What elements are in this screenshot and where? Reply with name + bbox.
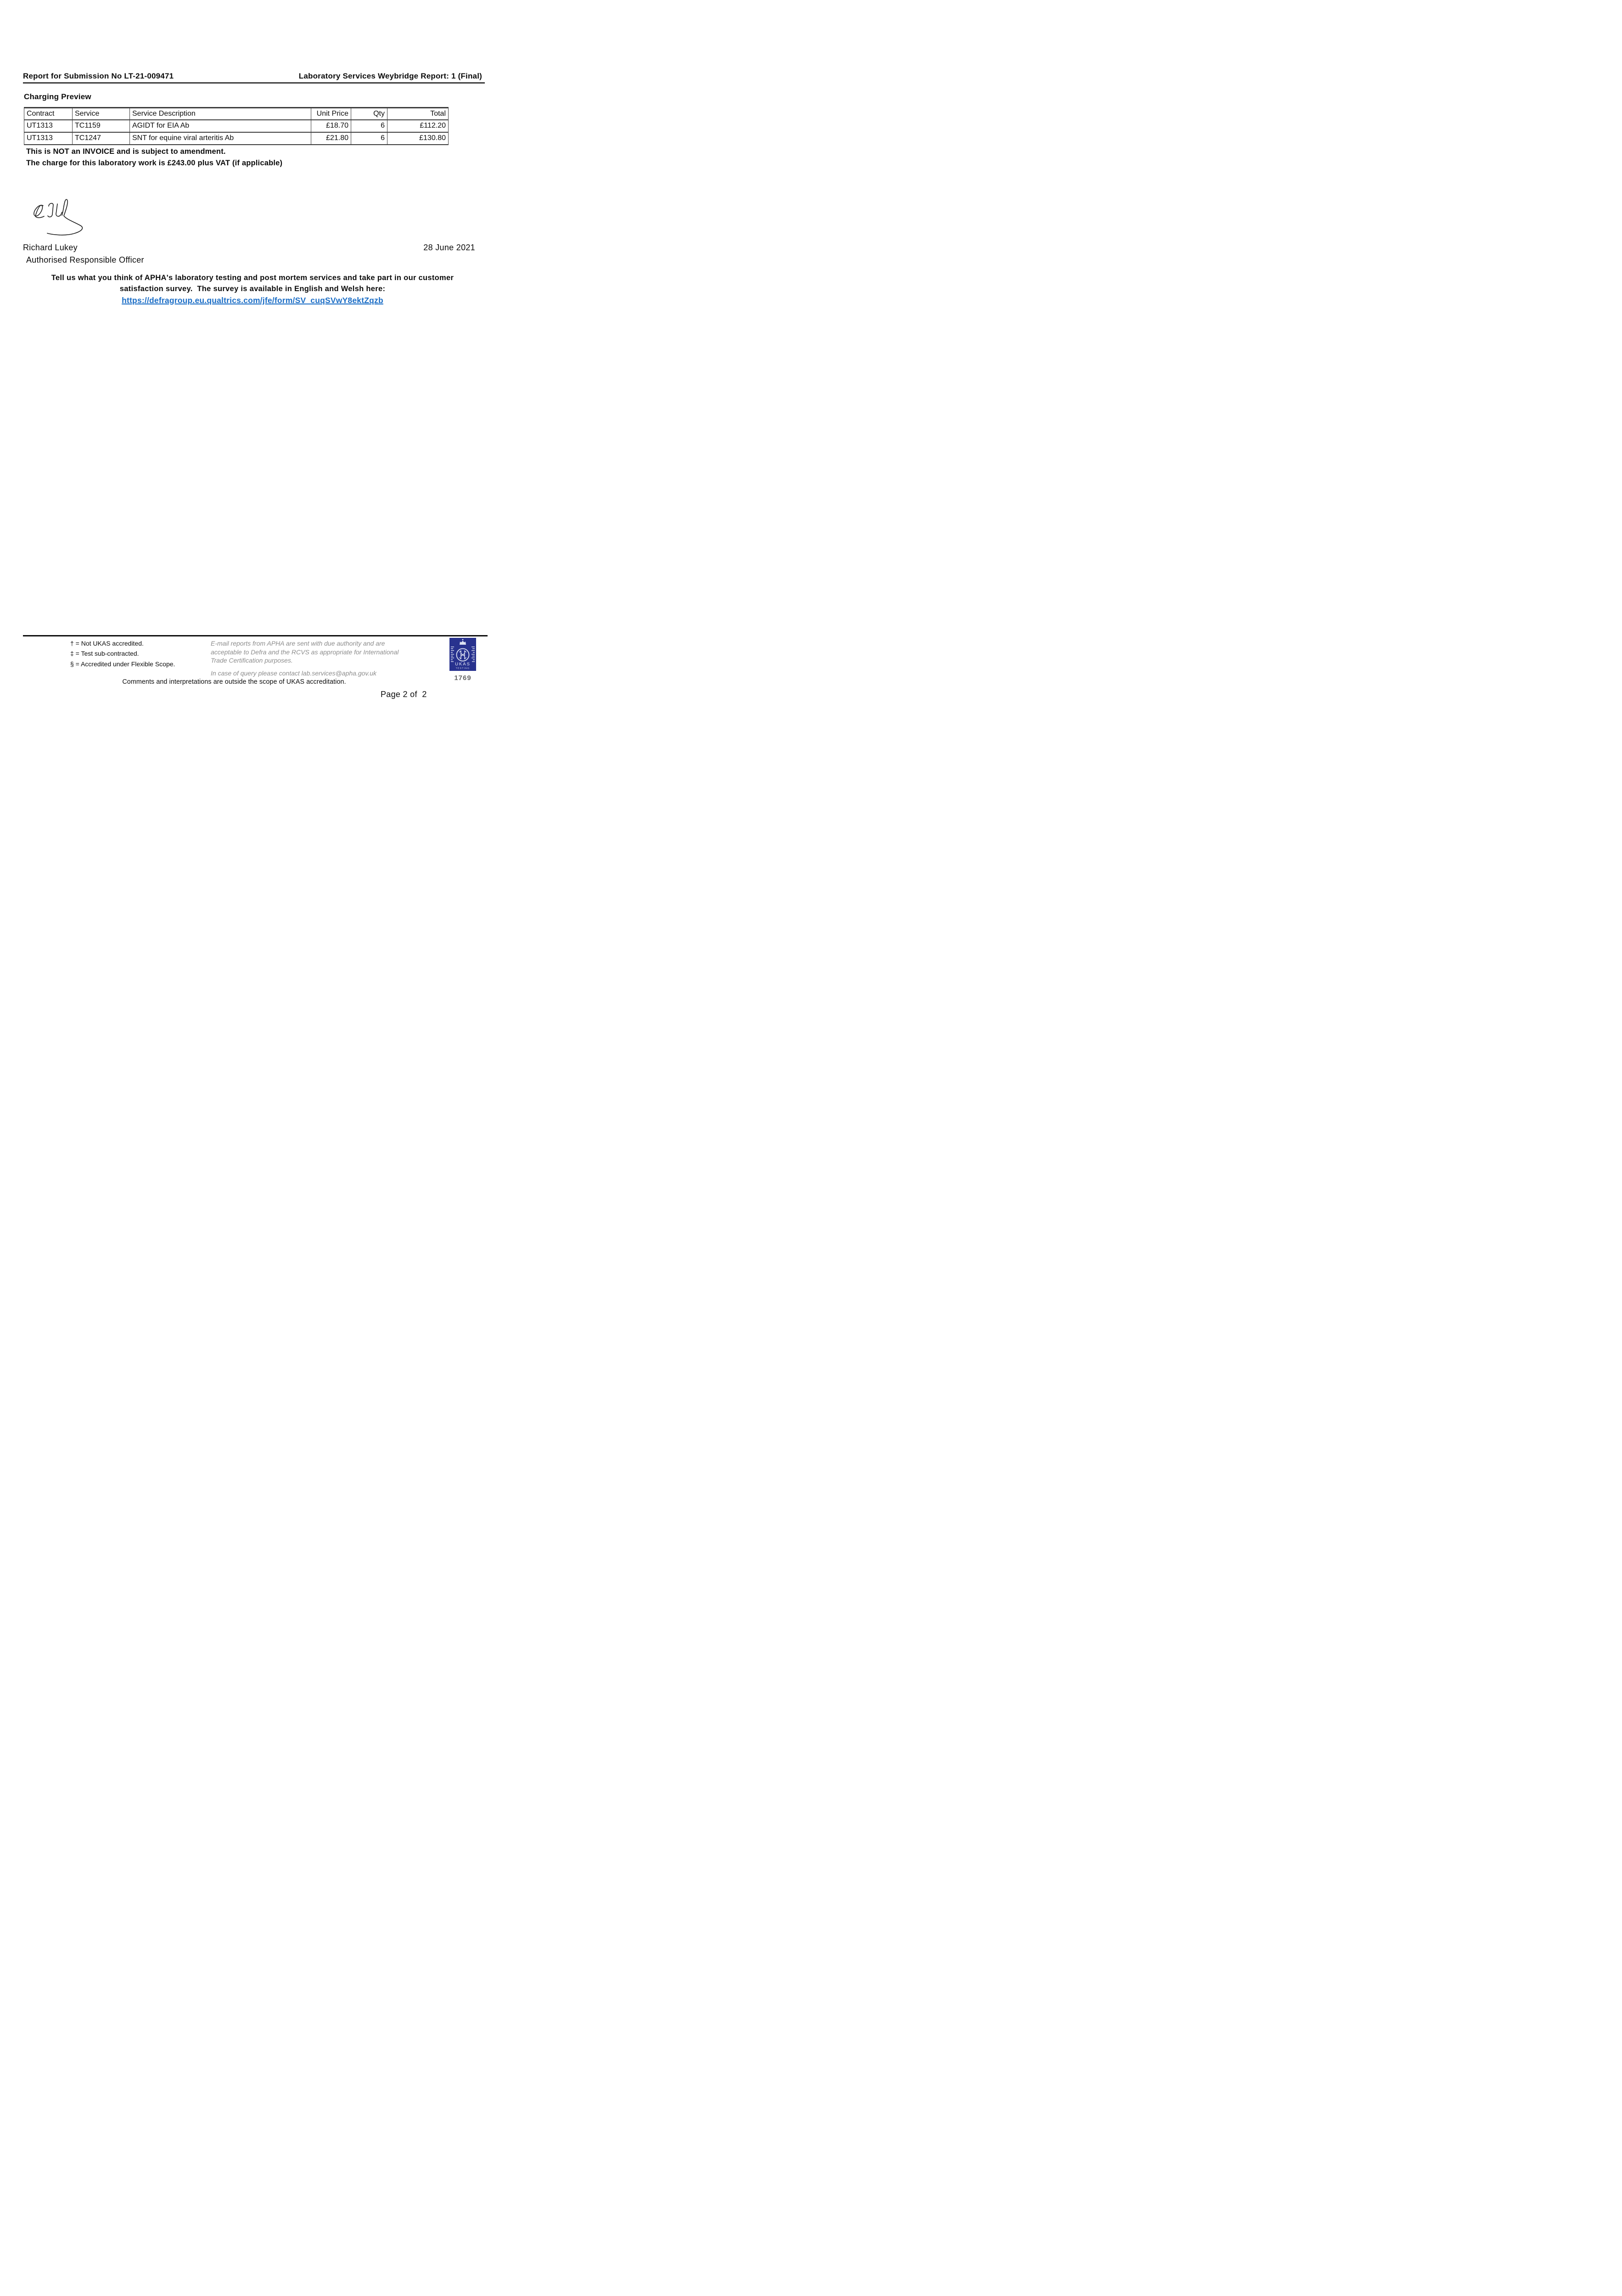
footer-rule [23,635,488,636]
report-header [23,72,482,81]
cell-service: TC1159 [73,120,130,132]
header-report-title: Laboratory Services Weybridge Report: 1 (Final) [298,72,482,80]
column-header-qty: Qty [351,108,387,120]
signatory-role: Authorised Responsible Officer [26,255,144,264]
report-page [0,0,505,715]
email-note-line: acceptable to Defra and the RCVS as appropriate for International [211,648,399,656]
column-header-description: Service Description [130,108,311,120]
notice-charge-total: The charge for this laboratory work is £243.00 plus VAT (if applicable) [26,159,283,167]
column-header-contract: Contract [24,108,73,120]
signatory-date: 28 June 2021 [423,243,475,252]
ukas-accreditation-number: 1769 [454,674,471,682]
legend-item-section: § = Accredited under Flexible Scope. [70,660,175,668]
legend-item-dagger: † = Not UKAS accredited. [70,640,144,647]
column-header-total: Total [387,108,449,120]
signatory-name: Richard Lukey [23,243,78,252]
cell-total: £112.20 [387,120,449,132]
page-indicator: Page 2 of 2 [381,690,427,699]
charging-preview-title: Charging Preview [24,92,91,101]
survey-text [23,273,482,294]
table-row [24,132,449,145]
signatory-row [23,243,475,253]
cell-description: SNT for equine viral arteritis Ab [130,132,311,145]
cell-service: TC1247 [73,132,130,145]
ukas-legend [70,638,175,669]
email-note-line: Trade Certification purposes. [211,657,293,664]
column-header-unit-price: Unit Price [311,108,351,120]
legend-item-double-dagger: ‡ = Test sub-contracted. [70,650,139,658]
query-contact-note: In case of query please contact lab.services@apha.gov.uk [211,669,377,677]
survey-link-row [23,296,482,305]
cell-contract: UT1313 [24,120,73,132]
column-header-service: Service [73,108,130,120]
footer-email-note [211,639,427,677]
header-submission-no: Report for Submission No LT-21-009471 [23,72,174,80]
cell-unit-price: £21.80 [311,132,351,145]
notice-not-invoice: This is NOT an INVOICE and is subject to amendment. [26,147,226,156]
cell-unit-price: £18.70 [311,120,351,132]
cell-total: £130.80 [387,132,449,145]
ukas-testing-label: TESTING [455,667,470,670]
cell-contract: UT1313 [24,132,73,145]
ukas-wordmark: UKAS [455,662,471,667]
email-note-line: E-mail reports from APHA are sent with due authority and are [211,640,385,647]
table-header-row [24,108,449,120]
survey-link[interactable]: https://defragroup.eu.qualtrics.com/jfe/form/SV_cuqSVwY8ektZqzb [122,296,383,305]
ukas-logo [449,638,476,682]
survey-text-line1: Tell us what you think of APHA's laboratory testing and post mortem services and take part in our customer [51,274,454,282]
table-row [24,120,449,132]
charging-table [24,107,449,145]
header-rule [23,82,485,84]
signature-image [31,198,97,241]
comments-note: Comments and interpretations are outside the scope of UKAS accreditation. [122,678,346,686]
cell-qty: 6 [351,132,387,145]
cell-qty: 6 [351,120,387,132]
survey-text-line2: satisfaction survey. The survey is available in English and Welsh here: [119,284,386,293]
cell-description: AGIDT for EIA Ab [130,120,311,132]
ukas-logo-image [449,638,476,671]
